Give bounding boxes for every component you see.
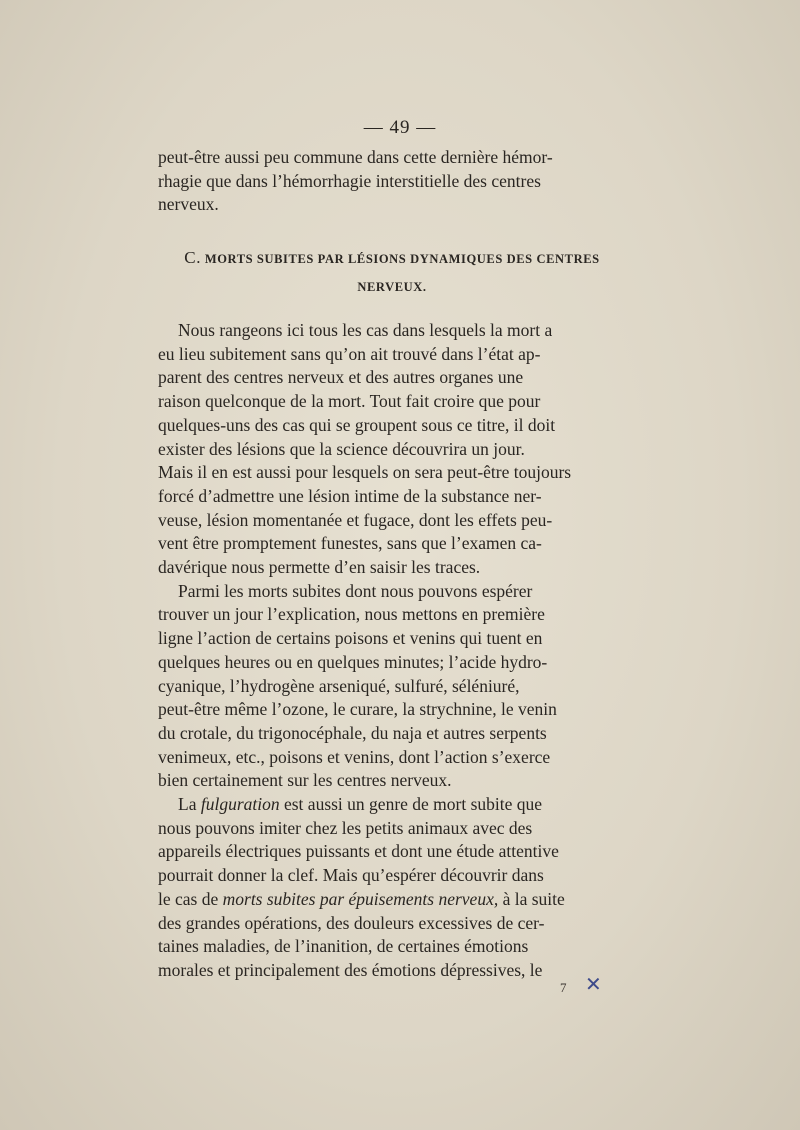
section-letter: C.: [184, 248, 202, 267]
page-number: — 49 —: [363, 117, 437, 138]
text-line: veuse, lésion momentanée et fugace, dont les effets peu-: [158, 509, 553, 530]
paragraph-1: [158, 319, 626, 580]
text-line: exister des lésions que la science découvrira un jour.: [158, 438, 525, 459]
text-line: venimeux, etc., poisons et venins, dont l’action s’exerce: [158, 746, 551, 767]
text-line: appareils électriques puissants et dont une étude attentive: [158, 841, 559, 862]
text-line: davérique nous permette d’en saisir les traces.: [158, 557, 481, 578]
text-line: nerveux.: [158, 194, 219, 215]
text-run: à la suite: [498, 888, 565, 909]
text-line: eu lieu subitement sans qu’on ait trouvé dans l’état ap-: [158, 343, 541, 364]
section-title-line1: MORTS SUBITES PAR LÉSIONS DYNAMIQUES DES CENTRES: [204, 252, 600, 266]
text-line: [158, 888, 626, 912]
text-line: Nous rangeons ici tous les cas dans lesquels la mort a: [178, 320, 553, 340]
text-line: Mais il en est aussi pour lesquels on sera peut-être toujours: [158, 462, 572, 483]
text-line: quelques heures ou en quelques minutes; l’acide hydro-: [158, 651, 548, 672]
emphasis-morts-subites: morts subites par épuisements nerveux,: [222, 888, 499, 909]
text-line: ligne l’action de certains poisons et venins qui tuent en: [158, 628, 543, 649]
text-line: forcé d’admettre une lésion intime de la substance ner-: [158, 485, 542, 506]
text-line: parent des centres nerveux et des autres organes une: [158, 367, 524, 388]
section-body: [158, 319, 626, 983]
text-line: trouver un jour l’explication, nous mettons en première: [158, 604, 545, 625]
text-line: vent être promptement funestes, sans que l’examen ca-: [158, 533, 542, 554]
text-run: le cas de: [158, 888, 223, 909]
text-line: morales et principalement des émotions dépressives, le: [158, 959, 543, 980]
text-line: rhagie que dans l’hémorrhagie interstitielle des centres: [158, 170, 541, 191]
paragraph-2: [158, 580, 626, 793]
section-heading: [158, 244, 626, 301]
signature-mark: 7: [560, 980, 567, 995]
text-line: pourrait donner la clef. Mais qu’espérer découvrir dans: [158, 865, 544, 886]
text-run: est aussi un genre de mort subite que: [279, 794, 543, 815]
text-line: bien certainement sur les centres nerveux.: [158, 770, 452, 791]
intro-paragraph: [158, 146, 626, 217]
text-line: nous pouvons imiter chez les petits animaux avec des: [158, 817, 533, 838]
text-line: du crotale, du trigonocéphale, du naja et autres serpents: [158, 722, 547, 743]
text-run: La: [178, 794, 201, 815]
text-line: quelques-uns des cas qui se groupent sous ce titre, il doit: [158, 414, 556, 435]
section-title-line2: NERVEUX.: [357, 280, 427, 294]
text-line: [158, 793, 626, 817]
text-line: taines maladies, de l’inanition, de certaines émotions: [158, 936, 529, 957]
text-line: Parmi les morts subites dont nous pouvons espérer: [178, 580, 533, 601]
text-line: cyanique, l’hydrogène arseniqué, sulfuré, séléniuré,: [158, 675, 520, 696]
text-line: peut-être même l’ozone, le curare, la strychnine, le venin: [158, 699, 557, 720]
paragraph-3: [158, 793, 626, 983]
emphasis-fulguration: fulguration: [200, 794, 280, 815]
text-line: peut-être aussi peu commune dans cette dernière hémor-: [158, 147, 553, 167]
text-line: des grandes opérations, des douleurs excessives de cer-: [158, 912, 545, 933]
section-heading-line-1: [158, 244, 626, 273]
handwritten-cross-icon: ✕: [585, 972, 602, 996]
text-line: raison quelconque de la mort. Tout fait croire que pour: [158, 391, 541, 412]
